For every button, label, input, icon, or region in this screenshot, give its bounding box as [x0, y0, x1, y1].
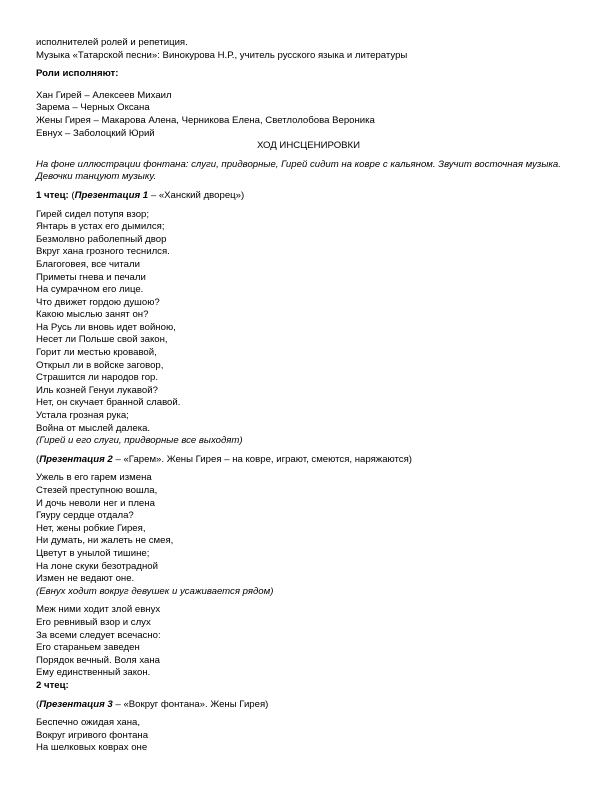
verse-line: Несет ли Польше свой закон,: [36, 334, 168, 346]
scene-note-line: На фоне иллюстрации фонтана: слуги, придворные, Гирей сидит на ковре с кальяном. Звучит восточная музыка.: [36, 158, 561, 170]
presentation-caption: – «Ханский дворец»): [148, 189, 245, 201]
verse-line: Нет, он скучает бранной славой.: [36, 397, 181, 409]
reader-1-heading: [36, 190, 581, 203]
intro-line: исполнителей ролей и репетиция.: [36, 37, 188, 48]
verse-line: Стезей преступною вошла,: [36, 485, 158, 496]
verse-line: Что движет гордою душою?: [36, 296, 160, 308]
verse-line: На Русь ли вновь идет войною,: [36, 321, 176, 333]
verse-line: Открыл ли в войске заговор,: [36, 359, 164, 371]
verse-line: Вокруг игривого фонтана: [36, 729, 149, 741]
cast-list: [36, 90, 581, 140]
verse-line: И дочь неволи нег и плена: [36, 497, 155, 509]
presentation-caption: – «Вокруг фонтана». Жены Гирея): [112, 698, 269, 710]
verse-line: Беспечно ожидая хана,: [36, 717, 141, 729]
verse-line: Устала грозная рука;: [36, 410, 129, 422]
verse-line: За всеми следует всечасно:: [36, 629, 161, 641]
reader-2-heading: 2 чтец:: [36, 679, 69, 691]
section-title: ХОД ИНСЦЕНИРОВКИ: [256, 140, 361, 152]
verse-line: Его стараньем заведен: [36, 642, 140, 654]
paren-open: (: [68, 189, 75, 201]
cast-item: Хан Гирей – Алексеев Михаил: [36, 89, 172, 101]
cast-item: Зарема – Черных Оксана: [36, 102, 150, 114]
presentation-caption: – «Гарем». Жены Гирея – на ковре, играют, смеются, наряжаются): [112, 453, 412, 465]
verse-line: Гяуру сердце отдала?: [36, 510, 134, 522]
presentation-3-heading: [36, 699, 581, 712]
reader-label: 1 чтец:: [36, 189, 69, 201]
cast-heading: Роли исполняют:: [36, 68, 119, 80]
intro-block: [36, 37, 581, 62]
verse-line: Его ревнивый взор и слух: [36, 616, 151, 628]
verse-line: На шелковых коврах оне: [36, 742, 148, 754]
verse-line: Ужель в его гарем измена: [36, 472, 152, 484]
stanza-2: [36, 472, 581, 585]
verse-line: Нет, жены робкие Гирея,: [36, 522, 146, 534]
stanza-1: [36, 209, 581, 436]
verse-line: Измен не ведают оне.: [36, 573, 135, 585]
verse-line: Война от мыслей далека.: [36, 422, 151, 434]
stage-direction: (Гирей и его слуги, придворные все выходят): [36, 435, 243, 447]
verse-line: На лоне скуки безотрадной: [36, 560, 158, 572]
stanza-3: [36, 604, 581, 680]
cast-item: Евнух – Заболоцкий Юрий: [36, 127, 155, 139]
paren-open: (: [36, 698, 40, 710]
verse-line: Ему единственный закон.: [36, 667, 151, 679]
stage-direction: (Евнух ходит вокруг девушек и усаживается рядом): [36, 585, 274, 597]
presentation-2-heading: [36, 454, 581, 467]
presentation-label: Презентация 1: [74, 189, 149, 201]
paren-open: (: [36, 453, 40, 465]
verse-line: Благоговея, все читали: [36, 258, 140, 270]
verse-line: Гирей сидел потупя взор;: [36, 208, 150, 220]
verse-line: Приметы гнева и печали: [36, 271, 146, 283]
stanza-4: [36, 717, 581, 755]
verse-line: Иль козней Генуи лукавой?: [36, 384, 158, 396]
presentation-label: Презентация 3: [39, 698, 113, 710]
presentation-label: Презентация 2: [39, 453, 113, 465]
verse-line: На сумрачном его лице.: [36, 284, 144, 296]
verse-line: Какою мыслью занят он?: [36, 309, 149, 321]
verse-line: Янтарь в устах его дымился;: [36, 221, 165, 233]
verse-line: Страшится ли народов гор.: [36, 372, 159, 384]
verse-line: Безмолвно раболепный двор: [36, 233, 167, 245]
scene-note: [36, 159, 581, 184]
verse-line: Горит ли местью кровавой,: [36, 347, 157, 359]
verse-line: Вкруг хана грозного теснился.: [36, 246, 170, 258]
scene-note-line: Девочки танцуют музыку.: [36, 171, 157, 183]
verse-line: Меж ними ходит злой евнух: [36, 604, 161, 616]
verse-line: Порядок вечный. Воля хана: [36, 654, 160, 666]
verse-line: Цветут в унылой тишине;: [36, 547, 150, 559]
verse-line: Ни думать, ни жалеть не смея,: [36, 535, 174, 547]
music-credit: Музыка «Татарской песни»: Винокурова Н.Р., учитель русского языка и литературы: [36, 49, 408, 61]
document-page: [36, 37, 581, 755]
cast-item: Жены Гирея – Макарова Алена, Черникова Елена, Светлолобова Вероника: [36, 114, 375, 126]
